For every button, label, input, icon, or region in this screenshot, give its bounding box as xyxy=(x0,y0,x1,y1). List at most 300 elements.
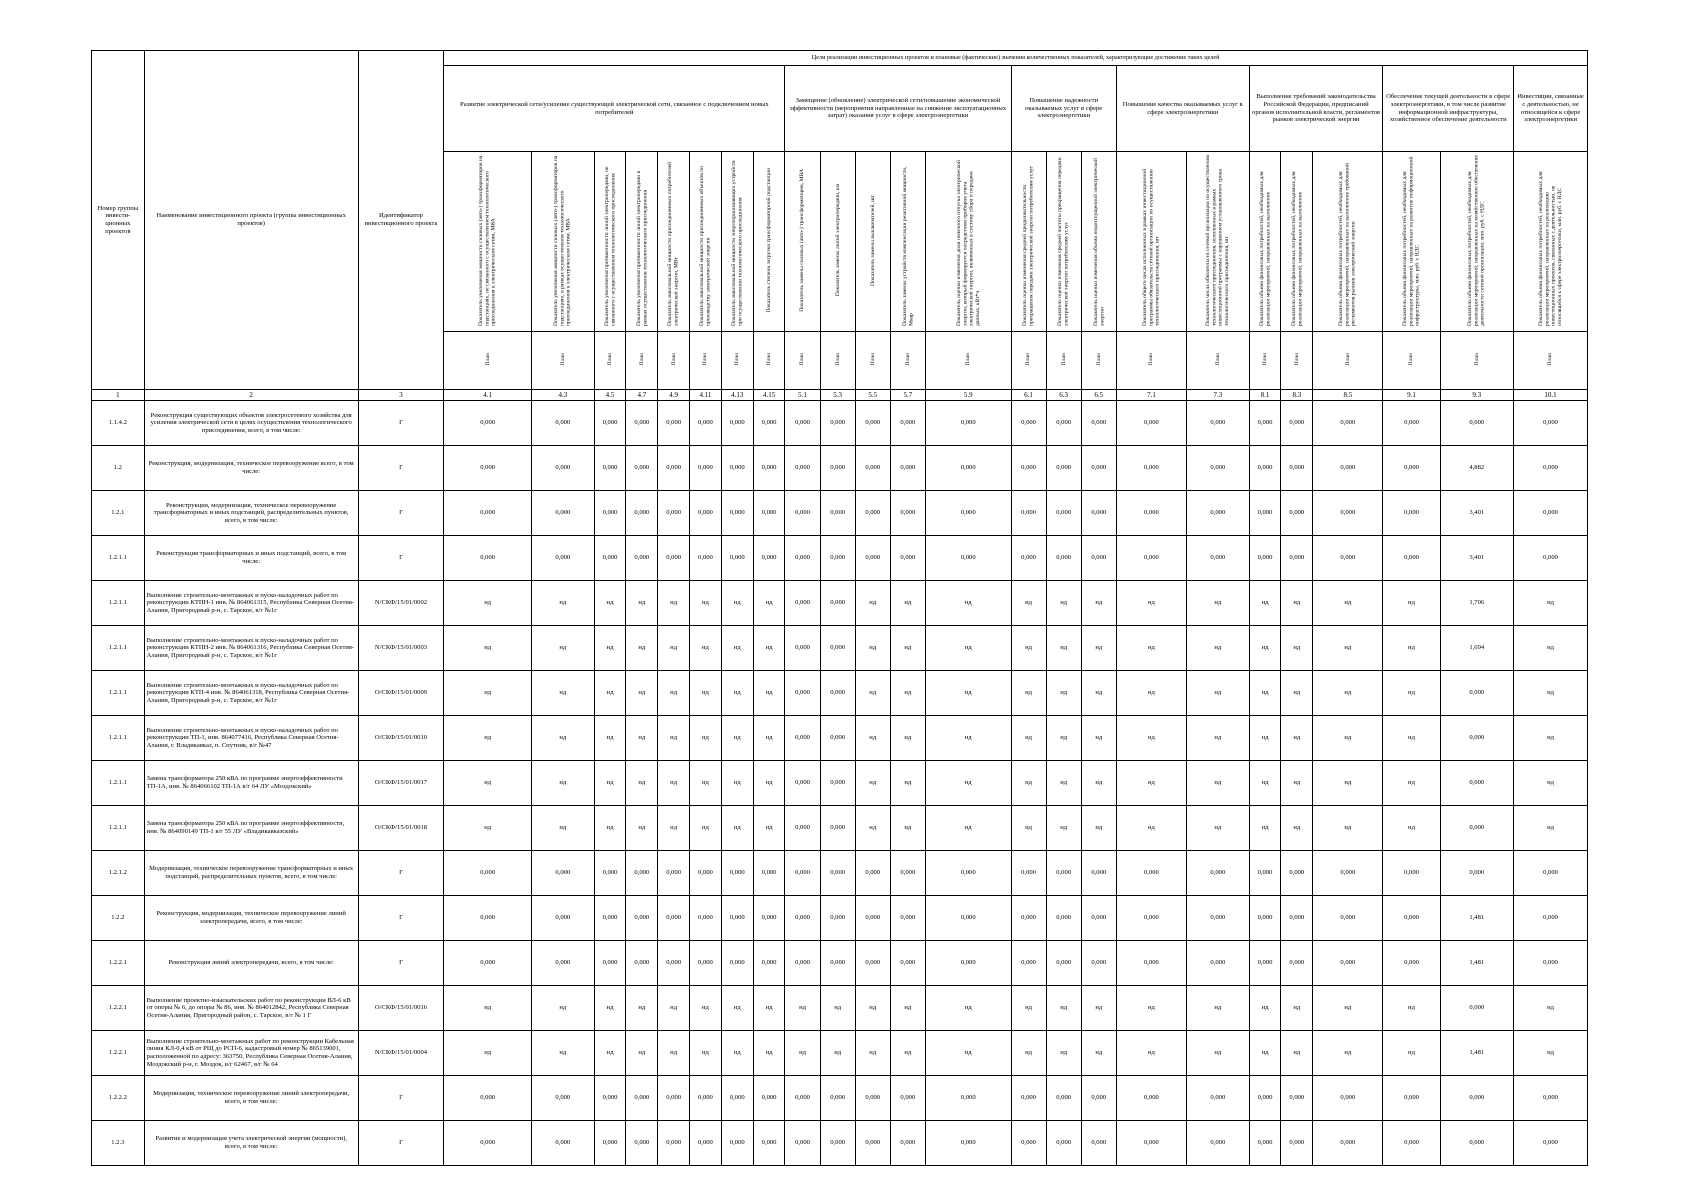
value-cell: 0,000 xyxy=(753,1076,785,1121)
value-cell: 0,000 xyxy=(594,401,626,446)
value-cell: 0,000 xyxy=(1383,1121,1440,1166)
table-row xyxy=(92,1031,1588,1076)
value-cell: 0,000 xyxy=(1187,896,1250,941)
value-cell: 0,000 xyxy=(1011,536,1046,581)
value-cell: 0,000 xyxy=(785,671,820,716)
value-cell: 0,000 xyxy=(785,536,820,581)
value-cell: 0,000 xyxy=(855,851,890,896)
value-cell: 0,000 xyxy=(1046,1121,1081,1166)
value-cell: 0,000 xyxy=(820,401,855,446)
value-cell: 0,000 xyxy=(594,1121,626,1166)
column-number: 4.5 xyxy=(594,390,626,401)
unit-cell: План xyxy=(1281,332,1313,390)
group-header: Обеспечение текущей деятельности в сфере электроэнергетики, в том числе развитие информационной инфраструктуры, хозяйственное обеспечение деятельности xyxy=(1383,66,1514,152)
value-cell: нд xyxy=(721,986,753,1031)
value-cell: 0,000 xyxy=(444,851,532,896)
value-cell: 0,000 xyxy=(1281,851,1313,896)
value-cell: 0,000 xyxy=(925,446,1011,491)
group-header: Инвестиции, связанные с деятельностью, не относящейся к сфере электроэнергетики xyxy=(1514,66,1588,152)
value-cell: 0,000 xyxy=(1514,446,1588,491)
value-cell: 0,000 xyxy=(890,1121,925,1166)
group-header: Замещение (обновление) электрической сети/повышение экономической эффективности (мероприятия направленные на снижение эксплуатационных затрат) оказания услуг в сфере электроэнергетики xyxy=(785,66,1011,152)
value-cell: 0,000 xyxy=(690,1076,722,1121)
value-cell: нд xyxy=(753,986,785,1031)
value-cell: 0,000 xyxy=(753,1121,785,1166)
value-cell: нд xyxy=(785,1031,820,1076)
value-cell: нд xyxy=(1116,806,1186,851)
value-cell: нд xyxy=(690,716,722,761)
value-cell: 0,000 xyxy=(1383,941,1440,986)
table-row xyxy=(92,1121,1588,1166)
value-cell: 0,000 xyxy=(820,671,855,716)
value-cell: 0,000 xyxy=(1249,896,1281,941)
value-cell: нд xyxy=(1011,806,1046,851)
value-cell: нд xyxy=(925,986,1011,1031)
row-number: 1.2.1 xyxy=(92,491,145,536)
value-cell: 0,000 xyxy=(1281,401,1313,446)
value-cell: нд xyxy=(658,1031,690,1076)
value-cell: нд xyxy=(1313,626,1383,671)
value-cell: нд xyxy=(1046,671,1081,716)
value-cell: 0,000 xyxy=(532,491,595,536)
value-cell: нд xyxy=(626,1031,658,1076)
value-cell: нд xyxy=(1514,1031,1588,1076)
value-cell: нд xyxy=(721,671,753,716)
value-cell: 3,401 xyxy=(1440,536,1514,581)
table-row xyxy=(92,536,1588,581)
value-cell: нд xyxy=(658,671,690,716)
value-cell: нд xyxy=(1249,986,1281,1031)
value-cell: нд xyxy=(690,581,722,626)
row-number: 1.2.2.1 xyxy=(92,986,145,1031)
value-cell: 0,000 xyxy=(925,896,1011,941)
unit-cell: План xyxy=(444,332,532,390)
project-name: Замена трансформатора 250 кВА по программе энергоэффективности ТП-1А, инв. № 864066102 ТП-1А в/г 64 ЛУ «Моздокский» xyxy=(144,761,358,806)
value-cell: нд xyxy=(925,1031,1011,1076)
value-cell: 0,000 xyxy=(1313,851,1383,896)
value-cell: 0,000 xyxy=(855,896,890,941)
value-cell: нд xyxy=(1187,1031,1250,1076)
unit-cell: План xyxy=(690,332,722,390)
indicators-table xyxy=(91,50,1588,1166)
value-cell: нд xyxy=(626,671,658,716)
value-cell: нд xyxy=(1281,806,1313,851)
project-id: Г xyxy=(358,1121,444,1166)
value-cell: 0,000 xyxy=(532,941,595,986)
value-cell: 0,000 xyxy=(820,716,855,761)
value-cell: 0,000 xyxy=(855,401,890,446)
value-cell: 0,000 xyxy=(1187,401,1250,446)
value-cell: 0,000 xyxy=(925,491,1011,536)
column-number: 6.1 xyxy=(1011,390,1046,401)
table-row xyxy=(92,401,1588,446)
value-cell: нд xyxy=(1249,761,1281,806)
value-cell: нд xyxy=(1281,716,1313,761)
project-name: Реконструкция трансформаторных и иных подстанций, всего, в том числе: xyxy=(144,536,358,581)
group-header: Выполнение требований законодательства Российской Федерации, предписаний органов исполнительной власти, регламентов рынков электрической энергии xyxy=(1249,66,1383,152)
project-name: Выполнение строительно-монтажных и пуско-наладочных работ по реконструкции КТПН-1 инв. № 864061315, Республика Северная Осетия-Алания, Пригородный р-н, с. Тарское, в/г №1г xyxy=(144,581,358,626)
value-cell: 0,000 xyxy=(1440,716,1514,761)
value-cell: 0,000 xyxy=(444,446,532,491)
column-number: 10.1 xyxy=(1514,390,1588,401)
value-cell: 0,000 xyxy=(1281,491,1313,536)
indicator-header: Показатель замены выключателей, шт xyxy=(855,152,890,332)
value-cell: нд xyxy=(532,986,595,1031)
value-cell: нд xyxy=(1313,986,1383,1031)
value-cell: 0,000 xyxy=(890,851,925,896)
value-cell: 0,000 xyxy=(594,491,626,536)
group-header: Повышение качества оказываемых услуг в сфере электроэнергетики xyxy=(1116,66,1249,152)
value-cell: 0,000 xyxy=(1281,1121,1313,1166)
value-cell: 0,000 xyxy=(1081,896,1116,941)
value-cell: 1,481 xyxy=(1440,896,1514,941)
value-cell: 0,000 xyxy=(721,896,753,941)
project-id: Г xyxy=(358,896,444,941)
value-cell: 0,000 xyxy=(626,941,658,986)
column-number: 4.7 xyxy=(626,390,658,401)
value-cell: нд xyxy=(1187,581,1250,626)
value-cell: нд xyxy=(785,986,820,1031)
value-cell: нд xyxy=(855,806,890,851)
table-row xyxy=(92,491,1588,536)
value-cell: 0,000 xyxy=(1514,1076,1588,1121)
value-cell: 0,000 xyxy=(753,491,785,536)
value-cell: 0,000 xyxy=(1249,536,1281,581)
value-cell: 1,481 xyxy=(1440,1031,1514,1076)
indicator-header: Показатель увеличения протяженности линий электропередачи в рамках осуществления технологического присоединения xyxy=(626,152,658,332)
indicator-header: Показатель объема финансовых потребностей, необходимых для реализации мероприятий, направленных на реализацию инвестиционных проектов, связанных с деятельностью, не относящейся к сфере электроэнергетики, млн. руб. с НДС xyxy=(1514,152,1588,332)
value-cell: 0,000 xyxy=(1514,401,1588,446)
value-cell: 0,000 xyxy=(1313,941,1383,986)
value-cell: нд xyxy=(721,1031,753,1076)
value-cell: 0,000 xyxy=(1046,851,1081,896)
indicator-header: Показатель замены устройств компенсации реактивной мощности, Мвар xyxy=(890,152,925,332)
value-cell: нд xyxy=(855,1031,890,1076)
value-cell: нд xyxy=(626,626,658,671)
value-cell: 0,000 xyxy=(626,536,658,581)
value-cell: нд xyxy=(690,671,722,716)
value-cell: 0,000 xyxy=(1011,1076,1046,1121)
project-id: О/СКФ/15/01/0017 xyxy=(358,761,444,806)
value-cell: нд xyxy=(855,716,890,761)
value-cell: 0,000 xyxy=(1081,1121,1116,1166)
indicator-header: Показатель замены линий электропередачи, км xyxy=(820,152,855,332)
value-cell: 0,000 xyxy=(820,851,855,896)
value-cell: нд xyxy=(1116,626,1186,671)
value-cell: нд xyxy=(532,581,595,626)
value-cell: 0,000 xyxy=(1187,941,1250,986)
value-cell: нд xyxy=(658,581,690,626)
unit-cell: План xyxy=(1081,332,1116,390)
value-cell: нд xyxy=(890,761,925,806)
table-row xyxy=(92,941,1588,986)
unit-cell: План xyxy=(1046,332,1081,390)
value-cell: 0,000 xyxy=(820,446,855,491)
value-cell: 0,000 xyxy=(1514,941,1588,986)
value-cell: 0,000 xyxy=(721,401,753,446)
table-row xyxy=(92,761,1588,806)
value-cell: 0,000 xyxy=(820,536,855,581)
group-header: Развитие электрической сети/усиление существующей электрической сети, связанное с подключением новых потребителей xyxy=(444,66,785,152)
value-cell: нд xyxy=(1383,806,1440,851)
value-cell: 0,000 xyxy=(785,716,820,761)
goals-title: Цели реализации инвестиционных проектов и плановые (фактические) значения количественных показателей, характеризующие достижение таких целей xyxy=(444,51,1588,66)
project-name: Реконструкция линий электропередачи, всего, в том числе: xyxy=(144,941,358,986)
column-number: 4.15 xyxy=(753,390,785,401)
value-cell: 0,000 xyxy=(1514,536,1588,581)
value-cell: 0,000 xyxy=(1116,1121,1186,1166)
value-cell: нд xyxy=(626,806,658,851)
table-row xyxy=(92,581,1588,626)
value-cell: 0,000 xyxy=(658,401,690,446)
value-cell: 0,000 xyxy=(890,401,925,446)
value-cell: 0,000 xyxy=(1116,446,1186,491)
value-cell: нд xyxy=(1116,1031,1186,1076)
value-cell: 0,000 xyxy=(925,401,1011,446)
value-cell: 0,000 xyxy=(1313,1121,1383,1166)
value-cell: 0,000 xyxy=(1281,1076,1313,1121)
value-cell: 0,000 xyxy=(1116,401,1186,446)
value-cell: 0,000 xyxy=(594,941,626,986)
value-cell: 0,000 xyxy=(1383,896,1440,941)
value-cell: 0,000 xyxy=(1313,446,1383,491)
value-cell: нд xyxy=(1313,671,1383,716)
value-cell: 0,000 xyxy=(1081,446,1116,491)
value-cell: 0,000 xyxy=(890,446,925,491)
indicator-header: Показатель увеличения протяженности линий электропередачи, не связанного с осуществлением технологического присоединения xyxy=(594,152,626,332)
value-cell: 0,000 xyxy=(1046,401,1081,446)
row-number: 1.2 xyxy=(92,446,145,491)
value-cell: нд xyxy=(890,671,925,716)
value-cell: нд xyxy=(1249,671,1281,716)
value-cell: нд xyxy=(1046,1031,1081,1076)
value-cell: 0,000 xyxy=(1187,446,1250,491)
project-id: Г xyxy=(358,1076,444,1121)
value-cell: 0,000 xyxy=(1187,536,1250,581)
value-cell: 0,000 xyxy=(1249,851,1281,896)
value-cell: 0,000 xyxy=(594,536,626,581)
value-cell: нд xyxy=(1313,761,1383,806)
value-cell: нд xyxy=(1011,581,1046,626)
value-cell: 0,000 xyxy=(532,446,595,491)
value-cell: нд xyxy=(1011,986,1046,1031)
value-cell: 0,000 xyxy=(658,536,690,581)
value-cell: 0,000 xyxy=(1081,536,1116,581)
project-name: Модернизация, техническое перевооружение линий электропередачи, всего, в том числе: xyxy=(144,1076,358,1121)
value-cell: 0,000 xyxy=(690,1121,722,1166)
value-cell: нд xyxy=(1383,626,1440,671)
indicator-header: Показатель объема финансовых потребностей, необходимых для реализации мероприятий, направленных на выполнение требований регламентов рынков электрической энергии xyxy=(1313,152,1383,332)
value-cell: нд xyxy=(1081,806,1116,851)
value-cell: нд xyxy=(890,986,925,1031)
project-id: О/СКФ/15/01/0018 xyxy=(358,806,444,851)
unit-cell: План xyxy=(753,332,785,390)
value-cell: 0,000 xyxy=(1440,851,1514,896)
indicator-header: Показатель увеличения мощности силовых (авто-) трансформаторов на подстанциях, в рамках осуществления технологического присоединения к электрическим сетям, МВА xyxy=(532,152,595,332)
indicator-header: Показатель числа обязательств сетевой организации по осуществлению технологического присоединения, исполненных в рамках инвестиционной программы с нарушением установленного срока технологического присоединения, шт xyxy=(1187,152,1250,332)
value-cell: 0,000 xyxy=(1383,491,1440,536)
project-id: Г xyxy=(358,851,444,896)
value-cell: нд xyxy=(1046,986,1081,1031)
indicator-header: Показатель оценки изменения средней продолжительности прекращения передачи электрической энергии потребителям услуг xyxy=(1011,152,1046,332)
value-cell: нд xyxy=(690,1031,722,1076)
value-cell: 0,000 xyxy=(1514,491,1588,536)
value-cell: 0,000 xyxy=(855,941,890,986)
goals-title-row xyxy=(92,51,1588,66)
value-cell: нд xyxy=(658,806,690,851)
value-cell: нд xyxy=(594,1031,626,1076)
value-cell: нд xyxy=(1116,716,1186,761)
value-cell: 0,000 xyxy=(1187,1076,1250,1121)
column-number: 9.1 xyxy=(1383,390,1440,401)
unit-cell: План xyxy=(785,332,820,390)
value-cell: 0,000 xyxy=(690,491,722,536)
value-cell: нд xyxy=(532,716,595,761)
project-id: Г xyxy=(358,446,444,491)
value-cell: 0,000 xyxy=(855,536,890,581)
value-cell: 0,000 xyxy=(1116,896,1186,941)
value-cell: 0,000 xyxy=(820,1076,855,1121)
value-cell: 0,000 xyxy=(444,401,532,446)
value-cell: 0,000 xyxy=(753,941,785,986)
project-name: Реконструкция, модернизация, техническое перевооружение трансформаторных и иных подстанций, распределительных пунктов, всего, в том числе: xyxy=(144,491,358,536)
row-number: 1.2.3 xyxy=(92,1121,145,1166)
value-cell: 0,000 xyxy=(785,851,820,896)
value-cell: нд xyxy=(1011,626,1046,671)
project-name: Развитие и модернизация учета электрической энергии (мощности), всего, в том числе: xyxy=(144,1121,358,1166)
value-cell: 0,000 xyxy=(1046,446,1081,491)
project-name: Замена трансформатора 250 кВА по программе энергоэффективности, инв. № 864090149 ТП-1 в/г 55 ЛУ «Владикавказский» xyxy=(144,806,358,851)
value-cell: 0,000 xyxy=(785,941,820,986)
table-row xyxy=(92,851,1588,896)
value-cell: нд xyxy=(1313,581,1383,626)
value-cell: нд xyxy=(1011,716,1046,761)
value-cell: 0,000 xyxy=(1383,1076,1440,1121)
value-cell: нд xyxy=(594,761,626,806)
value-cell: 0,000 xyxy=(785,806,820,851)
value-cell: 0,000 xyxy=(1116,536,1186,581)
value-cell: 0,000 xyxy=(690,536,722,581)
value-cell: 0,000 xyxy=(658,896,690,941)
value-cell: 0,000 xyxy=(721,1076,753,1121)
value-cell: нд xyxy=(532,1031,595,1076)
value-cell: 0,000 xyxy=(626,1121,658,1166)
indicator-header: Показатель оценки изменения доли полезного отпуска электрической энергии, который формируется посредством приборов учета электрической энергии, включенных в систему сбора и передачи данных, кВт*ч xyxy=(925,152,1011,332)
column-number: 4.1 xyxy=(444,390,532,401)
indicator-header: Показатель объема финансовых потребностей, необходимых для реализации мероприятий, направленных на выполнение xyxy=(1281,152,1313,332)
table-row xyxy=(92,446,1588,491)
value-cell: нд xyxy=(658,761,690,806)
column-number: 5.1 xyxy=(785,390,820,401)
value-cell: 0,000 xyxy=(925,851,1011,896)
value-cell: 0,000 xyxy=(1281,896,1313,941)
value-cell: 0,000 xyxy=(594,446,626,491)
value-cell: нд xyxy=(855,986,890,1031)
project-id: О/СКФ/15/01/0016 xyxy=(358,986,444,1031)
column-number: 5.3 xyxy=(820,390,855,401)
table-row xyxy=(92,806,1588,851)
column-number: 1 xyxy=(92,390,145,401)
unit-cell: План xyxy=(721,332,753,390)
value-cell: нд xyxy=(1383,761,1440,806)
value-cell: 0,000 xyxy=(1313,896,1383,941)
value-cell: 0,000 xyxy=(594,1076,626,1121)
unit-cell: План xyxy=(658,332,690,390)
unit-cell: План xyxy=(1187,332,1250,390)
unit-cell: План xyxy=(820,332,855,390)
value-cell: 0,000 xyxy=(753,446,785,491)
row-number: 1.2.1.1 xyxy=(92,671,145,716)
value-cell: нд xyxy=(1116,761,1186,806)
value-cell: нд xyxy=(1249,626,1281,671)
value-cell: нд xyxy=(626,581,658,626)
value-cell: 0,000 xyxy=(532,401,595,446)
value-cell: 0,000 xyxy=(1313,1076,1383,1121)
value-cell: 0,000 xyxy=(1011,1121,1046,1166)
value-cell: 0,000 xyxy=(820,896,855,941)
value-cell: нд xyxy=(444,716,532,761)
value-cell: нд xyxy=(890,806,925,851)
value-cell: 0,000 xyxy=(1249,491,1281,536)
value-cell: 0,000 xyxy=(658,941,690,986)
value-cell: нд xyxy=(1249,806,1281,851)
value-cell: нд xyxy=(1187,626,1250,671)
value-cell: 0,000 xyxy=(444,491,532,536)
value-cell: нд xyxy=(753,581,785,626)
column-number: 5.5 xyxy=(855,390,890,401)
column-number: 4.11 xyxy=(690,390,722,401)
value-cell: 0,000 xyxy=(1440,986,1514,1031)
value-cell: 0,000 xyxy=(785,1121,820,1166)
value-cell: нд xyxy=(1383,986,1440,1031)
column-number: 9.3 xyxy=(1440,390,1514,401)
indicator-header: Показатель увеличения мощности силовых (авто-) трансформаторов на подстанциях, не связанного с осуществлением технологического присоединения к электрическим сетям, МВА xyxy=(444,152,532,332)
value-cell: нд xyxy=(1011,1031,1046,1076)
value-cell: 0,000 xyxy=(785,626,820,671)
value-cell: 0,000 xyxy=(890,491,925,536)
row-number: 1.2.1.1 xyxy=(92,536,145,581)
value-cell: 0,000 xyxy=(1116,941,1186,986)
value-cell: 0,000 xyxy=(532,536,595,581)
value-cell: 0,000 xyxy=(721,851,753,896)
value-cell: нд xyxy=(1116,671,1186,716)
indicator-header: Показатель оценки изменения объема недоотпущенной электрической энергии xyxy=(1081,152,1116,332)
value-cell: 4,882 xyxy=(1440,446,1514,491)
value-cell: 0,000 xyxy=(1081,491,1116,536)
value-cell: нд xyxy=(753,671,785,716)
value-cell: 0,000 xyxy=(1046,896,1081,941)
value-cell: 0,000 xyxy=(890,536,925,581)
value-cell: 0,000 xyxy=(1046,491,1081,536)
value-cell: нд xyxy=(925,671,1011,716)
value-cell: 0,000 xyxy=(1440,761,1514,806)
value-cell: 0,000 xyxy=(721,491,753,536)
unit-cell: План xyxy=(594,332,626,390)
value-cell: нд xyxy=(444,806,532,851)
column-number: 6.5 xyxy=(1081,390,1116,401)
unit-cell: План xyxy=(925,332,1011,390)
value-cell: нд xyxy=(1514,986,1588,1031)
value-cell: 0,000 xyxy=(1011,491,1046,536)
table-row xyxy=(92,671,1588,716)
project-name: Реконструкция, модернизация, техническое перевооружение всего, в том числе: xyxy=(144,446,358,491)
value-cell: 0,000 xyxy=(690,941,722,986)
indicator-header: Показатель максимальной мощности присоединяемых объектов по производству электрической энергии xyxy=(690,152,722,332)
column-number: 2 xyxy=(144,390,358,401)
value-cell: 0,000 xyxy=(1116,491,1186,536)
column-number: 7.1 xyxy=(1116,390,1186,401)
project-name: Выполнение строительно-монтажных работ по реконструкции Кабельная линия КЛ-0,4 кВ от РЩ до РСП-6, кадастровый номер № 865139001, расположенной по адресу: 363750, Республика Северная Осетия-Алания, Моздокский р-н, г. Моздок, в/г 62467, в/г № 64 xyxy=(144,1031,358,1076)
